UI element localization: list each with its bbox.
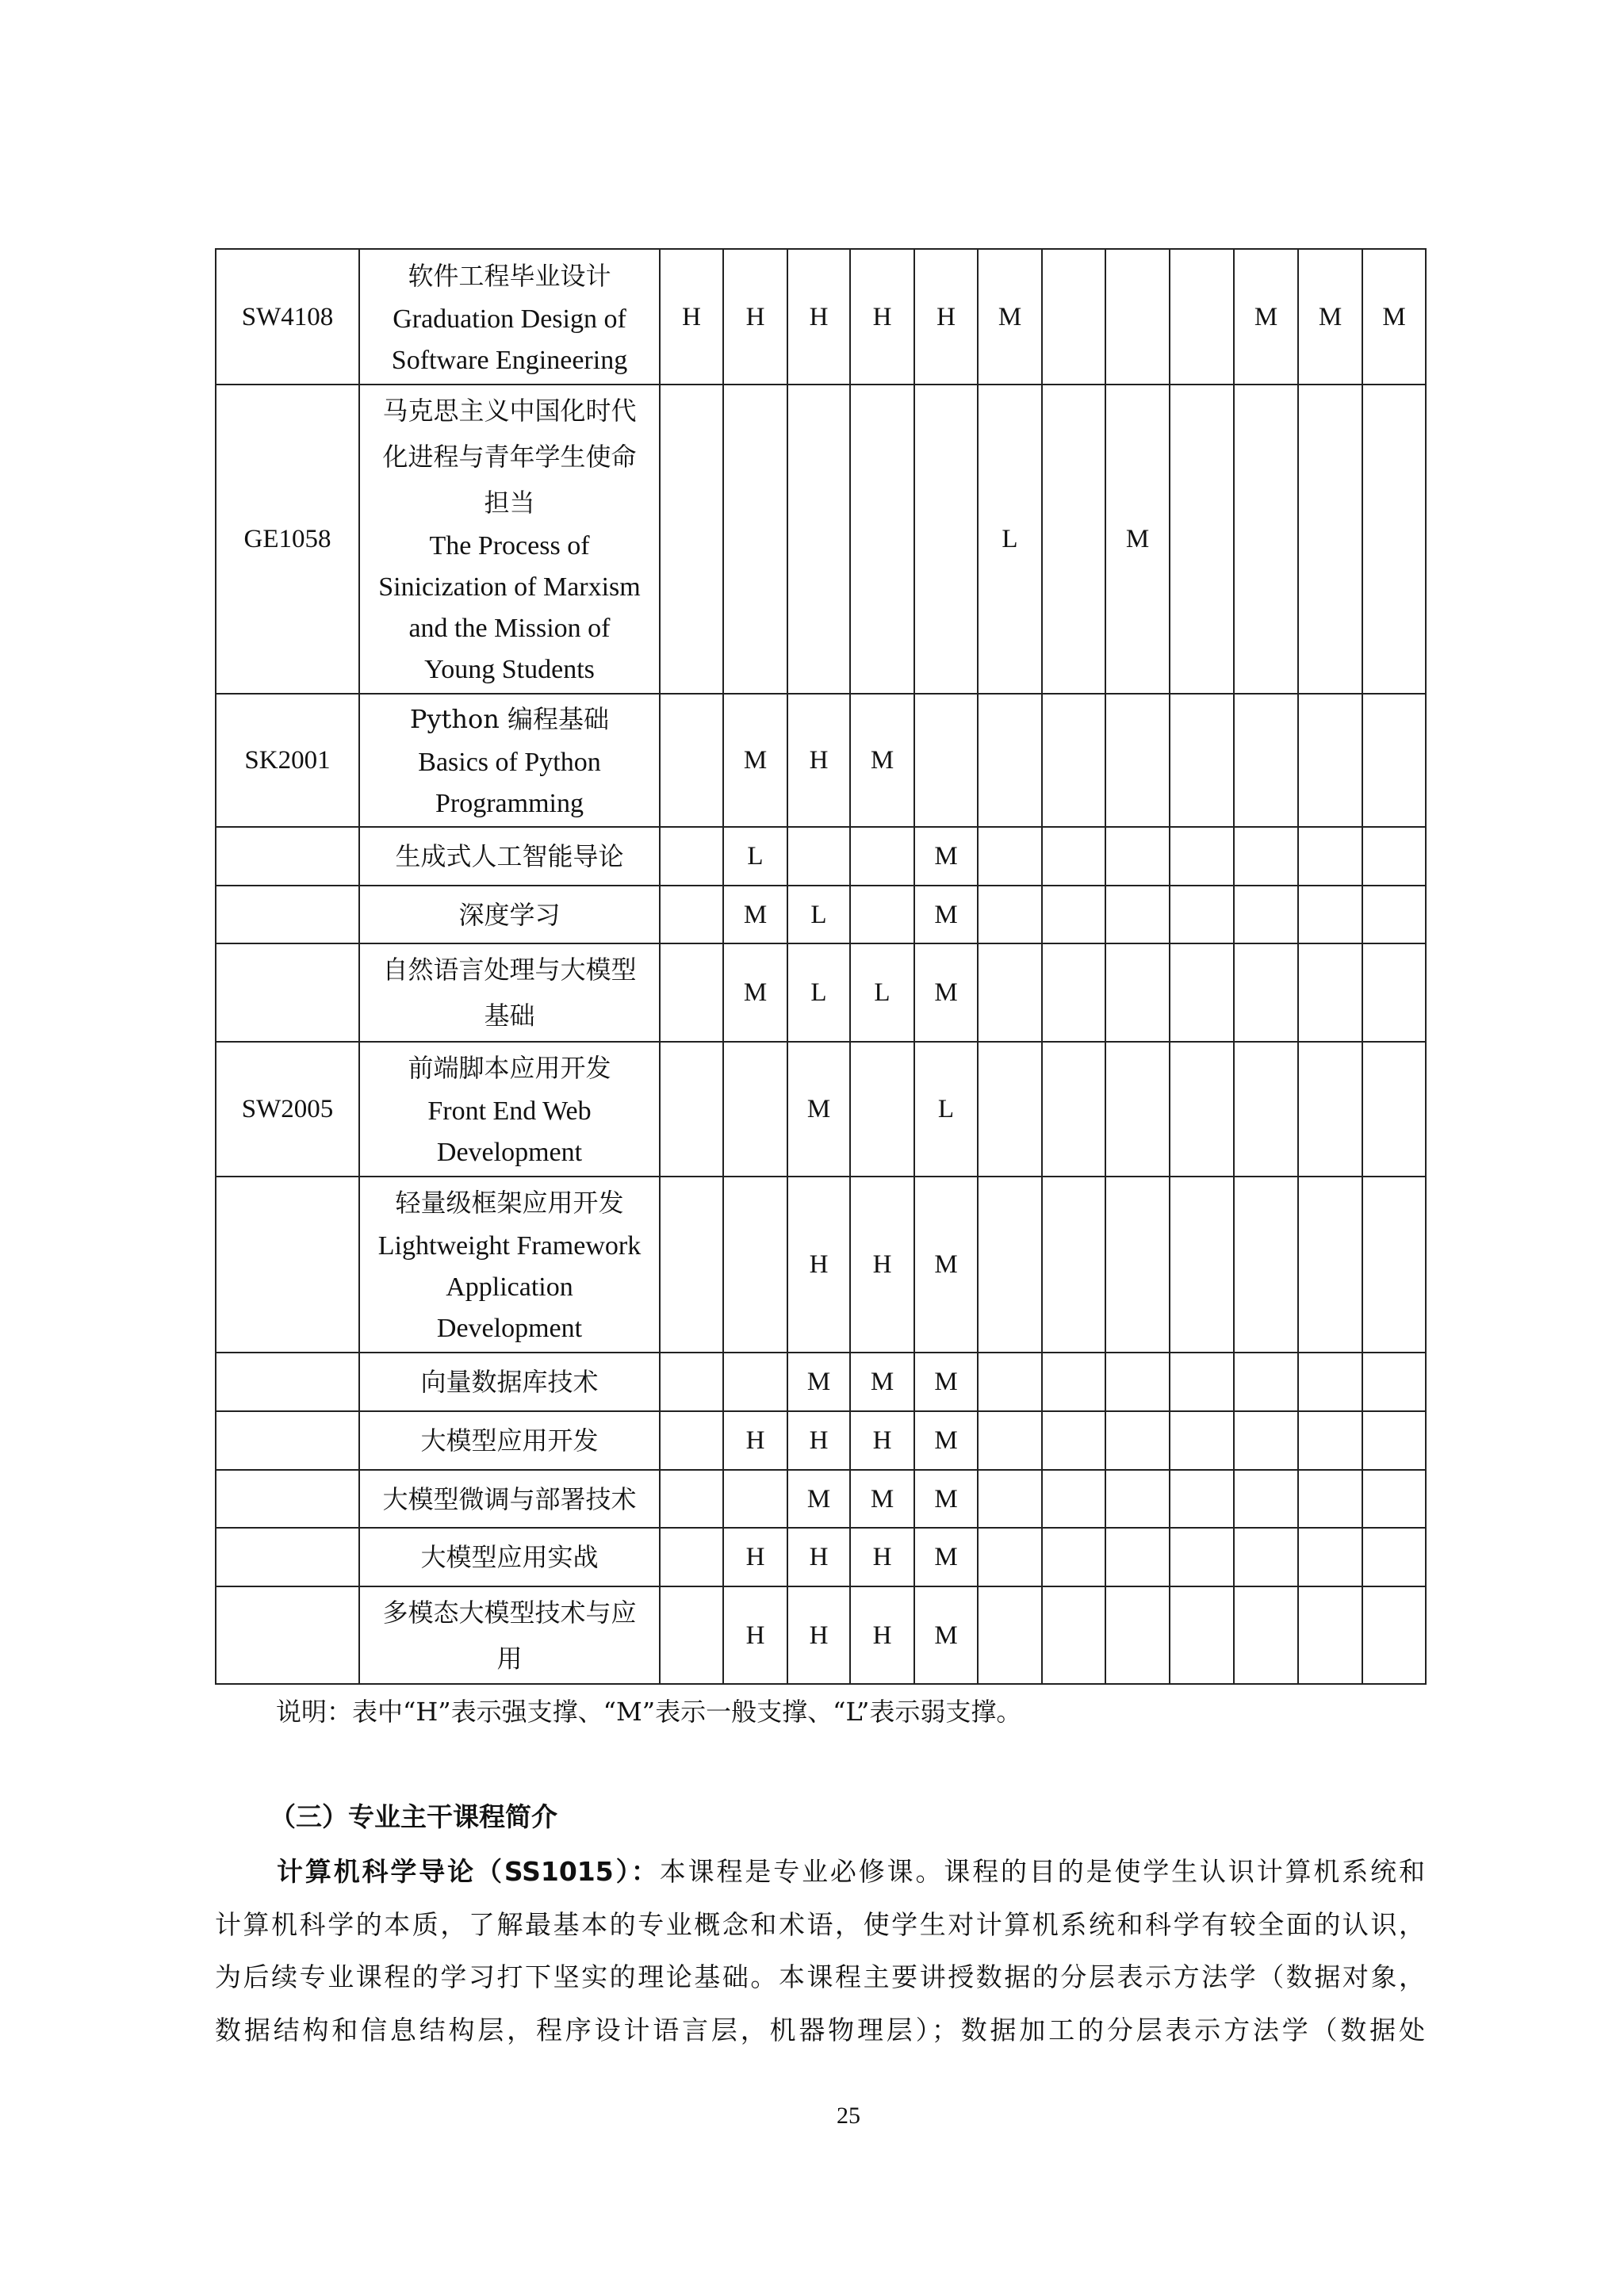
support-level-cell [914,385,978,694]
course-name-cell [359,943,660,1042]
support-level-cell [1105,943,1170,1042]
support-level-cell [1170,1470,1234,1528]
paragraph-line: 为后续专业课程的学习打下坚实的理论基础。本课程主要讲授数据的分层表示方法学（数据对象， [215,1961,1425,1992]
course-code-cell [216,943,359,1042]
support-level-cell [1105,249,1170,385]
course-intro-paragraph [215,1846,1425,2057]
course-name-cell [359,1411,660,1470]
support-level-cell: L [723,827,787,886]
support-level-cell: L [978,385,1042,694]
support-level-cell: M [1298,249,1362,385]
support-level-cell [660,1586,723,1684]
support-level-cell: H [723,1411,787,1470]
support-level-cell: H [723,1586,787,1684]
support-level-cell [1298,1411,1362,1470]
support-level-cell [723,1353,787,1411]
course-code-cell [216,1528,359,1586]
support-level-cell [1298,1586,1362,1684]
support-level-cell [1170,385,1234,694]
table-row [216,1353,1426,1411]
support-level-cell [1362,1177,1426,1353]
support-level-cell [1042,886,1105,943]
support-level-cell [1298,1528,1362,1586]
support-level-cell [1105,1177,1170,1353]
support-level-cell [1042,1528,1105,1586]
course-name-cn: 前端脚本应用开发 [408,1053,611,1083]
support-level-cell [1298,1042,1362,1177]
course-name-cell [359,886,660,943]
table-row [216,249,1426,385]
support-level-cell [1298,1353,1362,1411]
course-name-cn: 生成式人工智能导论 [395,841,624,871]
support-level-cell: H [850,249,914,385]
support-level-cell [1362,1411,1426,1470]
support-level-cell: H [660,249,723,385]
support-level-cell [723,1042,787,1177]
support-level-cell: L [914,1042,978,1177]
support-level-cell: M [723,694,787,827]
support-level-cell: H [850,1586,914,1684]
course-name-en: Graduation Design of [393,304,626,334]
support-level-cell [1170,827,1234,886]
support-level-cell [1362,1042,1426,1177]
support-level-cell: L [787,943,850,1042]
course-name-cn: 基础 [484,1001,535,1031]
support-level-cell [914,694,978,827]
support-level-cell [1105,827,1170,886]
course-name-en: Sinicization of Marxism [378,572,641,602]
course-code-cell: SK2001 [216,694,359,827]
support-level-cell [1234,943,1298,1042]
course-name-cell [359,1177,660,1353]
support-level-cell: H [723,249,787,385]
table-row [216,694,1426,827]
course-code-cell [216,1411,359,1470]
course-name-cn: 用 [496,1643,523,1674]
course-name-cn: 大模型应用实战 [420,1542,599,1572]
support-level-cell: M [787,1470,850,1528]
support-level-cell [1362,1353,1426,1411]
table-row [216,886,1426,943]
support-level-cell [1042,385,1105,694]
course-name-cn: Python 编程基础 [409,704,610,734]
support-level-cell [1170,249,1234,385]
support-level-cell: H [850,1177,914,1353]
course-name-cn: 大模型应用开发 [420,1425,599,1456]
support-level-cell [850,1042,914,1177]
course-name-en: Development [436,1314,583,1343]
support-level-cell [1170,1586,1234,1684]
support-level-cell [1362,385,1426,694]
support-level-cell [1234,886,1298,943]
support-level-cell [1362,694,1426,827]
support-level-cell [1234,1177,1298,1353]
paragraph-line: 计算机科学的本质，了解最基本的专业概念和术语，使学生对计算机系统和科学有较全面的认识， [215,1908,1425,1940]
support-level-cell [1362,943,1426,1042]
support-level-cell [660,1411,723,1470]
course-code-cell: SW2005 [216,1042,359,1177]
course-name-cell [359,1586,660,1684]
course-title: 计算机科学导论（SS1015）： [277,1856,660,1887]
course-name-cell [359,1353,660,1411]
support-level-cell [978,694,1042,827]
support-level-cell [978,1411,1042,1470]
support-level-cell [660,1042,723,1177]
support-level-cell [660,1177,723,1353]
support-level-cell: H [787,1411,850,1470]
course-code-cell [216,827,359,886]
course-name-cell [359,249,660,385]
support-level-cell [1298,1177,1362,1353]
support-level-cell: H [787,694,850,827]
table-row [216,1470,1426,1528]
course-code-cell: SW4108 [216,249,359,385]
course-name-en: Lightweight Framework [377,1231,642,1261]
support-level-cell: M [914,943,978,1042]
course-name-cell [359,1470,660,1528]
table-row [216,827,1426,886]
support-level-cell [978,1470,1042,1528]
support-level-cell [1042,1411,1105,1470]
course-name-cell [359,1042,660,1177]
support-level-cell: M [914,827,978,886]
support-level-cell: M [723,943,787,1042]
support-level-cell [1362,886,1426,943]
table-row [216,1528,1426,1586]
support-level-cell: M [850,1470,914,1528]
support-level-cell: H [914,249,978,385]
support-level-cell [1170,1177,1234,1353]
support-level-cell [660,886,723,943]
paragraph-text: 本课程是专业必修课。课程的目的是使学生认识计算机系统和 [659,1856,1425,1887]
support-level-cell: M [850,694,914,827]
support-level-cell [1105,1470,1170,1528]
support-level-cell [978,1586,1042,1684]
table-row [216,943,1426,1042]
support-level-cell [978,827,1042,886]
course-name-cn: 化进程与青年学生使命 [382,442,637,472]
support-level-cell [1234,1042,1298,1177]
support-level-cell: M [914,1353,978,1411]
support-level-cell: H [850,1411,914,1470]
support-level-cell: H [787,1528,850,1586]
support-level-cell [1170,886,1234,943]
support-level-cell: H [723,1528,787,1586]
support-level-cell: H [787,1177,850,1353]
course-name-cn: 马克思主义中国化时代 [382,396,637,426]
course-code-cell: GE1058 [216,385,359,694]
support-level-cell [1362,1528,1426,1586]
support-level-cell [1298,1470,1362,1528]
support-level-cell: M [914,1586,978,1684]
support-level-cell [978,886,1042,943]
support-level-cell [1234,1470,1298,1528]
support-level-cell [1105,1353,1170,1411]
support-level-cell [660,385,723,694]
course-name-en: Front End Web [427,1096,592,1126]
support-level-cell: M [1362,249,1426,385]
support-level-cell [660,827,723,886]
support-level-cell: M [850,1353,914,1411]
support-level-cell [1042,249,1105,385]
support-level-cell [850,886,914,943]
table-note: 说明：表中“H”表示强支撑、“M”表示一般支撑、“L”表示弱支撑。 [276,1697,1022,1727]
support-level-cell: M [914,886,978,943]
course-name-cn: 多模态大模型技术与应 [382,1597,637,1628]
support-level-cell: M [723,886,787,943]
support-level-cell: L [787,886,850,943]
table-row [216,1411,1426,1470]
paragraph-line: 数据结构和信息结构层，程序设计语言层，机器物理层）；数据加工的分层表示方法学（数据处 [215,2014,1425,2045]
support-level-cell [1042,827,1105,886]
support-level-cell [978,1528,1042,1586]
support-level-cell [1105,1042,1170,1177]
support-level-cell [723,385,787,694]
support-level-cell [660,1470,723,1528]
course-name-cn: 向量数据库技术 [420,1367,599,1397]
support-level-cell [787,385,850,694]
support-level-cell [1234,1353,1298,1411]
page-number: 25 [837,2103,860,2129]
support-level-cell: H [787,249,850,385]
support-level-cell [723,1470,787,1528]
support-level-cell [1362,827,1426,886]
course-name-cn: 软件工程毕业设计 [408,260,611,291]
support-level-cell [1170,1411,1234,1470]
support-level-cell [1298,694,1362,827]
course-name-cn: 深度学习 [458,899,561,930]
support-level-cell [1105,886,1170,943]
support-level-cell: M [978,249,1042,385]
table-row [216,1042,1426,1177]
support-level-cell [1234,385,1298,694]
course-code-cell [216,1177,359,1353]
support-level-cell [1234,1586,1298,1684]
course-name-en: Young Students [424,655,595,684]
support-level-cell [1298,827,1362,886]
course-name-en: and the Mission of [408,614,611,643]
support-level-cell [1105,694,1170,827]
support-level-cell [1298,385,1362,694]
table-row [216,385,1426,694]
support-level-cell: M [914,1470,978,1528]
support-level-cell [1042,694,1105,827]
support-level-cell: H [787,1586,850,1684]
support-level-cell: M [1105,385,1170,694]
support-level-cell [1042,1177,1105,1353]
support-level-cell: M [914,1177,978,1353]
support-level-cell [723,1177,787,1353]
support-level-cell [978,943,1042,1042]
course-name-cell [359,694,660,827]
support-level-cell [1170,1042,1234,1177]
course-name-en: Software Engineering [391,345,628,375]
course-name-en: Basics of Python [418,748,601,777]
support-level-cell [1042,943,1105,1042]
support-level-cell [1234,1411,1298,1470]
course-name-en: Development [436,1138,583,1167]
course-code-cell [216,1353,359,1411]
course-code-cell [216,886,359,943]
support-level-cell [1234,827,1298,886]
support-level-cell [1362,1586,1426,1684]
support-level-cell: M [787,1353,850,1411]
support-level-cell [1105,1586,1170,1684]
support-level-cell [1042,1042,1105,1177]
support-level-cell [1042,1586,1105,1684]
support-level-cell [850,385,914,694]
support-level-cell [1042,1470,1105,1528]
section-heading: （三）专业主干课程简介 [270,1801,557,1832]
table-row [216,1586,1426,1684]
support-level-cell [1298,943,1362,1042]
course-name-en: The Process of [429,531,590,561]
course-name-en: Application [446,1272,573,1302]
support-level-cell: M [914,1411,978,1470]
support-level-cell [1234,694,1298,827]
support-level-cell [660,694,723,827]
support-level-cell [1170,694,1234,827]
course-code-cell [216,1470,359,1528]
support-level-cell [978,1177,1042,1353]
support-level-cell [1298,886,1362,943]
course-name-cn: 自然语言处理与大模型 [382,955,637,985]
support-level-cell [1170,1353,1234,1411]
support-level-cell: M [914,1528,978,1586]
support-level-cell [1105,1411,1170,1470]
support-level-cell [660,1353,723,1411]
support-level-cell [660,1528,723,1586]
support-level-cell [978,1042,1042,1177]
course-name-cell [359,827,660,886]
course-support-matrix-table [215,248,1427,1685]
support-level-cell [1105,1528,1170,1586]
support-level-cell: M [787,1042,850,1177]
course-name-cn: 担当 [484,488,535,518]
course-code-cell [216,1586,359,1684]
course-name-cell [359,385,660,694]
support-level-cell: M [1234,249,1298,385]
support-level-cell [660,943,723,1042]
support-level-cell [1234,1528,1298,1586]
support-level-cell [978,1353,1042,1411]
support-level-cell [1362,1470,1426,1528]
support-level-cell [1042,1353,1105,1411]
course-name-en: Programming [435,789,584,818]
support-level-cell: L [850,943,914,1042]
support-level-cell [787,827,850,886]
support-level-cell [1170,1528,1234,1586]
paragraph-line [215,1846,1425,1899]
course-name-cell [359,1528,660,1586]
course-name-cn: 大模型微调与部署技术 [382,1483,637,1514]
course-name-cn: 轻量级框架应用开发 [395,1188,624,1218]
support-level-cell [1170,943,1234,1042]
support-level-cell [850,827,914,886]
table-row [216,1177,1426,1353]
support-level-cell: H [850,1528,914,1586]
